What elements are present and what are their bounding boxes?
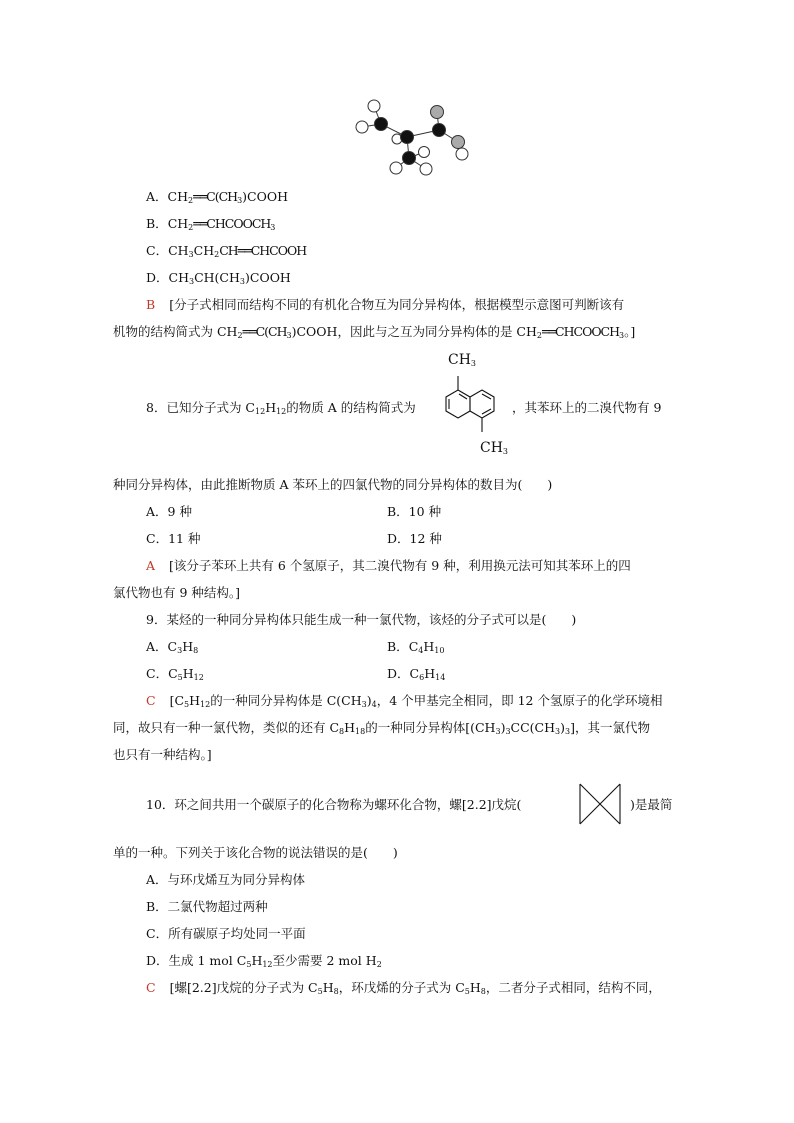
q8-option-a: A．9 种 [146,504,192,519]
q7-option-d: D．$CH_3CH(CH_3)COOH$ [146,270,291,286]
q9-explanation-line3: 也只有一种结构。] [113,747,212,762]
q10-stem-line2: 单的一种。下列关于该化合物的说法错误的是( ) [113,845,398,860]
q10-explanation-line1: C [螺[2.2]戊烷的分子式为 $C_5H_8$，环戊烯的分子式为 $C_5H_8$，二者分子式相同，结构不同， [146,980,661,996]
q7-answer: B [146,297,156,312]
spiropentane-structure [576,780,626,828]
q8-explanation-line2: 氯代物也有 9 种结构。] [113,585,241,600]
q10-stem-line1: 10．环之间共用一个碳原子的化合物称为螺环化合物，螺[2.2]戊烷( [146,797,522,812]
q7-explanation-line1: B [分子式相同而结构不同的有机化合物互为同分异构体，根据模型示意图可判断该有 [146,297,625,312]
q7-option-b: B．$CH_2══CHCOOCH_3$ [146,216,276,232]
q8-stem-after: ，其苯环上的二溴代物有 9 [512,400,662,415]
q9-option-d: D．$C_6H_{14}$ [387,666,446,682]
q7-option-a: A．$CH_2══C(CH_3)COOH$ [146,189,288,205]
q9-explanation-line1: C [$C_5H_{12}$的一种同分异构体是 $C(CH_3)_4$，4 个甲基完全相同，即 12 个氢原子的化学环境相 [146,693,663,709]
q8-stem-line1: 8．已知分子式为 $C_{12}H_{12}$的物质 A 的结构简式为 [146,400,416,416]
q9-explanation-line2: 同，故只有一种一氯代物，类似的还有 $C_8H_{18}$的一种同分异构体$[(CH_3)_3CC(CH_3)_3]$，其一氯代物 [113,720,650,736]
q10-stem-after: )是最简 [630,797,673,812]
q10-option-d: D．生成 1 mol $C_5H_{12}$至少需要 2 mol $H_2$ [146,953,382,969]
q9-option-c: C．$C_5H_{12}$ [146,666,204,682]
q10-option-a: A．与环戊烯互为同分异构体 [146,872,306,887]
q9-stem: 9．某烃的一种同分异构体只能生成一种一氯代物，该烃的分子式可以是( ) [146,612,577,627]
q9-option-a: A．$C_3H_8$ [146,639,199,655]
q8-option-d: D．12 种 [387,531,442,546]
q9-option-b: B．$C_4H_{10}$ [387,639,445,655]
q8-answer: A [146,558,156,573]
methyl-top-label: $CH_3$ [448,352,477,368]
ball-stick-model [350,94,480,184]
q8-explanation-line1: A [该分子苯环上共有 6 个氢原子，其二溴代物有 9 种，利用换元法可知其苯环上的四 [146,558,631,573]
methyl-bottom-label: $CH_3$ [480,440,509,456]
q7-option-c: C．$CH_3CH_2CH══CHCOOH$ [146,243,307,259]
q8-stem-line2: 种同分异构体，由此推断物质 A 苯环上的四氯代物的同分异构体的数目为( ) [113,477,553,492]
q9-answer: C [146,693,156,708]
q8-option-b: B．10 种 [387,504,442,519]
q10-answer: C [146,980,156,995]
dimethylnaphthalene-structure [432,372,507,442]
q8-option-c: C．11 种 [146,531,201,546]
q10-option-b: B．二氯代物超过两种 [146,899,268,914]
q7-explanation-line2: 机物的结构简式为 $CH_2══C(CH_3)COOH$，因此与之互为同分异构体的是 $CH_2══CHCOOCH_3$。] [113,324,636,340]
q10-option-c: C．所有碳原子均处同一平面 [146,926,306,941]
